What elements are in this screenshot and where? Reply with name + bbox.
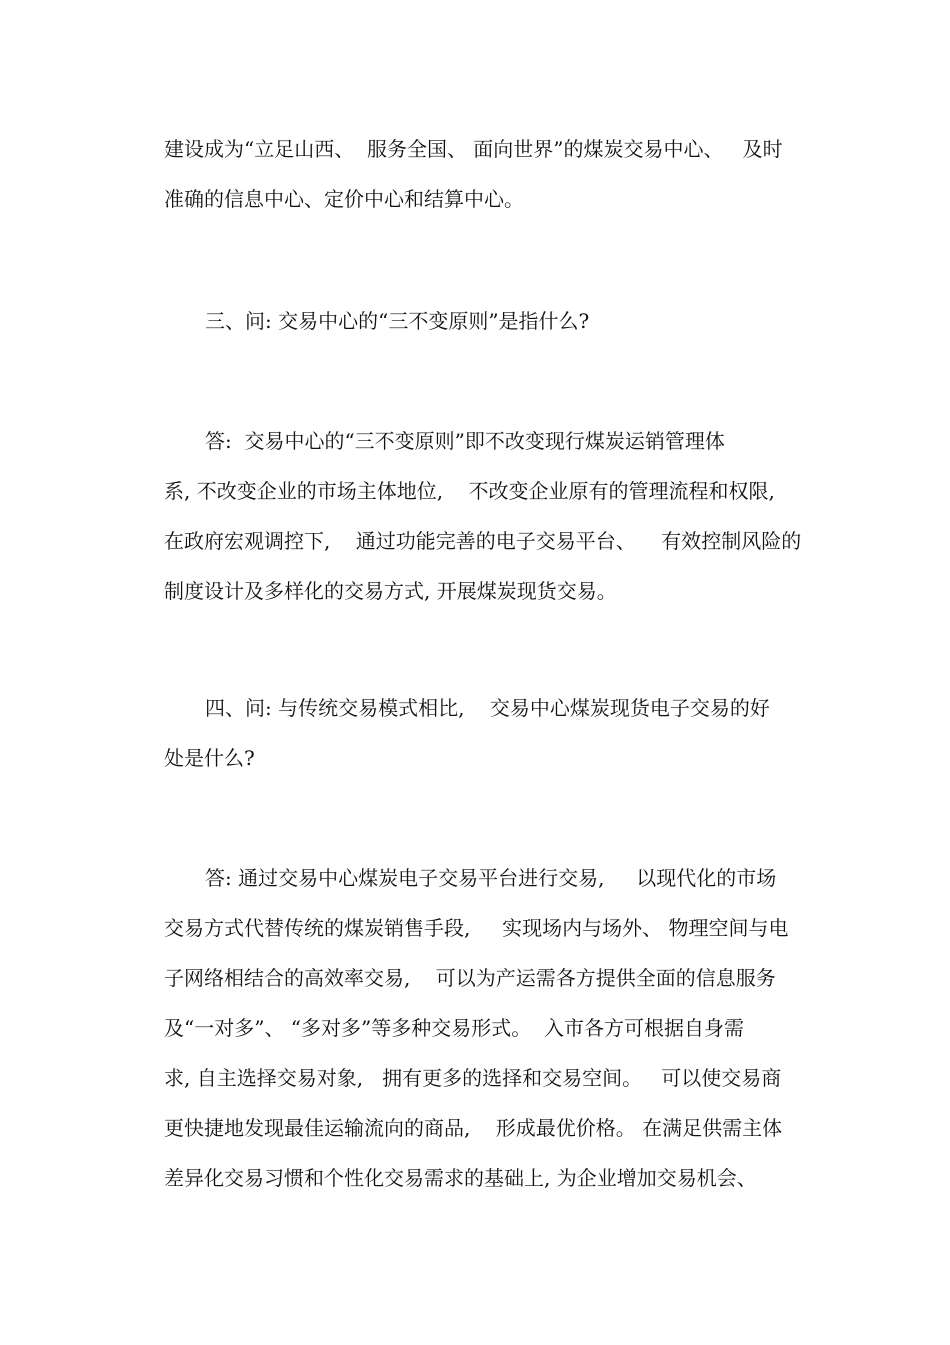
text-line: 答: 交易中心的“三不变原则”即不改变现行煤炭运销管理体: [205, 429, 725, 453]
text-line: 更快捷地发现最佳运输流向的商品, 形成最优价格。 在满足供需主体: [164, 1116, 783, 1140]
text-line: 差异化交易习惯和个性化交易需求的基础上, 为企业增加交易机会、: [164, 1166, 757, 1190]
text-line: 系, 不改变企业的市场主体地位, 不改变企业原有的管理流程和权限,: [164, 479, 775, 503]
text-line: 子网络相结合的高效率交易, 可以为产运需各方提供全面的信息服务: [164, 966, 776, 990]
text-line: 制度设计及多样化的交易方式, 开展煤炭现货交易。: [164, 579, 617, 603]
question-line: 处是什么?: [164, 746, 255, 770]
text-line: 答: 通过交易中心煤炭电子交易平台进行交易, 以现代化的市场: [205, 866, 777, 890]
text-line: 及“一对多”、 “多对多”等多种交易形式。 入市各方可根据自身需: [164, 1016, 744, 1040]
text-line: 求, 自主选择交易对象, 拥有更多的选择和交易空间。 可以使交易商: [164, 1066, 782, 1090]
text-line: 交易方式代替传统的煤炭销售手段, 实现场内与场外、 物理空间与电: [164, 916, 789, 940]
question-line: 三、问: 交易中心的“三不变原则”是指什么?: [205, 309, 590, 333]
text-line: 准确的信息中心、定价中心和结算中心。: [164, 187, 524, 211]
text-line: 建设成为“立足山西、 服务全国、 面向世界”的煤炭交易中心、 及时: [164, 137, 783, 161]
question-line: 四、问: 与传统交易模式相比, 交易中心煤炭现货电子交易的好: [205, 696, 770, 720]
text-line: 在政府宏观调控下, 通过功能完善的电子交易平台、 有效控制风险的: [164, 529, 802, 553]
